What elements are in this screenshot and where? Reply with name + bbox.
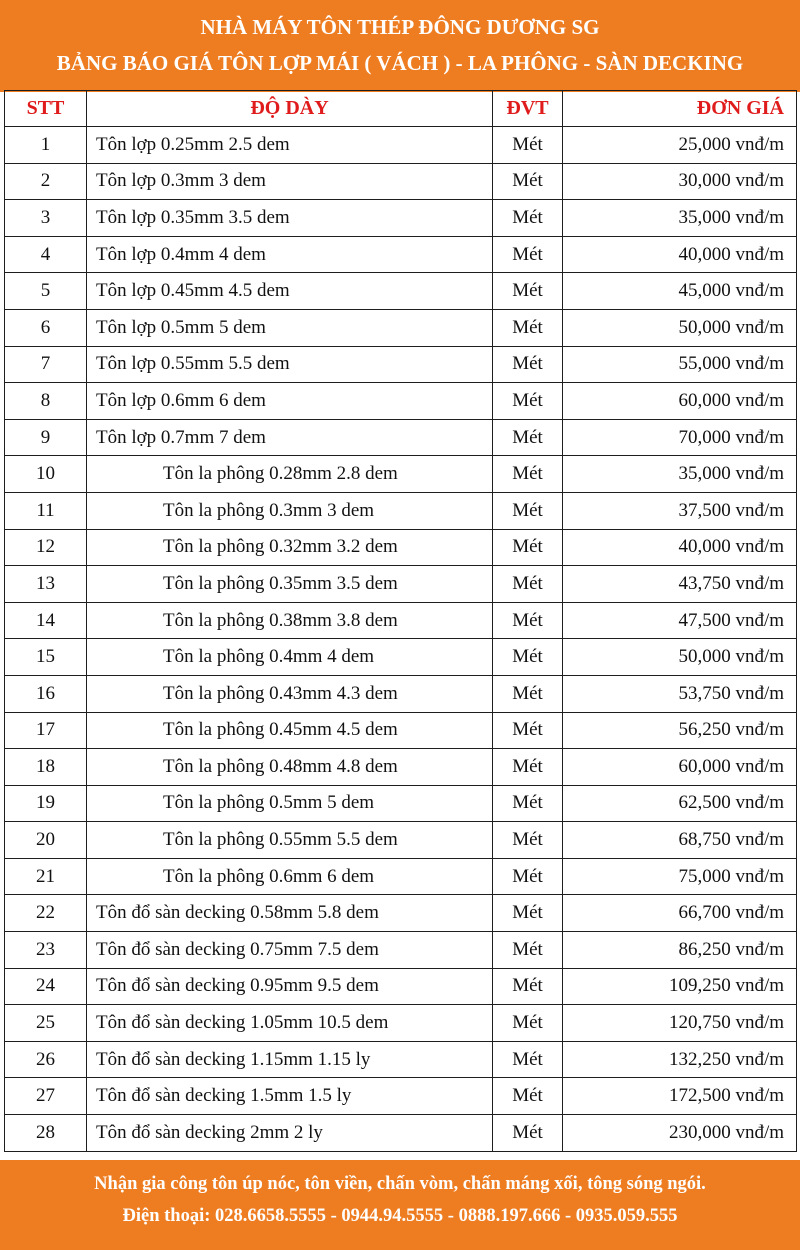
- row-stt: 12: [5, 529, 87, 566]
- row-stt: 9: [5, 419, 87, 456]
- row-price: 35,000 vnđ/m: [563, 456, 797, 493]
- table-row: [5, 127, 797, 164]
- row-price: 230,000 vnđ/m: [563, 1115, 797, 1152]
- row-price: 62,500 vnđ/m: [563, 785, 797, 822]
- row-stt: 13: [5, 566, 87, 603]
- row-price: 60,000 vnđ/m: [563, 383, 797, 420]
- row-stt: 8: [5, 383, 87, 420]
- row-stt: 17: [5, 712, 87, 749]
- table-row: [5, 822, 797, 859]
- row-price: 37,500 vnđ/m: [563, 492, 797, 529]
- table-row: [5, 1078, 797, 1115]
- table-body: [5, 127, 797, 1152]
- row-product-name: Tôn la phông 0.6mm 6 dem: [87, 858, 493, 895]
- row-product-name: Tôn la phông 0.55mm 5.5 dem: [87, 822, 493, 859]
- table-row: [5, 529, 797, 566]
- row-stt: 11: [5, 492, 87, 529]
- row-unit: Mét: [493, 1078, 563, 1115]
- row-product-name: Tôn đổ sàn decking 1.5mm 1.5 ly: [87, 1078, 493, 1115]
- row-unit: Mét: [493, 895, 563, 932]
- row-product-name: Tôn la phông 0.35mm 3.5 dem: [87, 566, 493, 603]
- row-unit: Mét: [493, 492, 563, 529]
- row-unit: Mét: [493, 1041, 563, 1078]
- row-product-name: Tôn la phông 0.48mm 4.8 dem: [87, 749, 493, 786]
- header-band: [0, 0, 800, 92]
- row-stt: 24: [5, 968, 87, 1005]
- table-row: [5, 309, 797, 346]
- table-row: [5, 895, 797, 932]
- row-stt: 25: [5, 1005, 87, 1042]
- row-unit: Mét: [493, 309, 563, 346]
- row-unit: Mét: [493, 200, 563, 237]
- sheet-title: BẢNG BÁO GIÁ TÔN LỢP MÁI ( VÁCH ) - LA PHÔNG - SÀN DECKING: [56, 51, 744, 75]
- row-price: 75,000 vnđ/m: [563, 858, 797, 895]
- row-unit: Mét: [493, 785, 563, 822]
- table-row: [5, 419, 797, 456]
- row-unit: Mét: [493, 419, 563, 456]
- table-row: [5, 200, 797, 237]
- row-stt: 14: [5, 602, 87, 639]
- row-unit: Mét: [493, 273, 563, 310]
- row-product-name: Tôn la phông 0.28mm 2.8 dem: [87, 456, 493, 493]
- table-row: [5, 1041, 797, 1078]
- row-product-name: Tôn la phông 0.3mm 3 dem: [87, 492, 493, 529]
- row-stt: 23: [5, 932, 87, 969]
- row-stt: 18: [5, 749, 87, 786]
- row-stt: 7: [5, 346, 87, 383]
- row-product-name: Tôn đổ sàn decking 0.58mm 5.8 dem: [87, 895, 493, 932]
- row-price: 68,750 vnđ/m: [563, 822, 797, 859]
- row-price: 45,000 vnđ/m: [563, 273, 797, 310]
- phone-numbers: Điện thoại: 028.6658.5555 - 0944.94.5555 - 0888.197.666 - 0935.059.555: [122, 1206, 678, 1226]
- row-product-name: Tôn la phông 0.4mm 4 dem: [87, 639, 493, 676]
- table-row: [5, 566, 797, 603]
- row-stt: 15: [5, 639, 87, 676]
- row-unit: Mét: [493, 383, 563, 420]
- row-price: 50,000 vnđ/m: [563, 309, 797, 346]
- row-unit: Mét: [493, 236, 563, 273]
- table-row: [5, 1115, 797, 1152]
- table-row: [5, 1005, 797, 1042]
- row-product-name: Tôn đổ sàn decking 2mm 2 ly: [87, 1115, 493, 1152]
- row-product-name: Tôn đổ sàn decking 1.05mm 10.5 dem: [87, 1005, 493, 1042]
- row-price: 40,000 vnđ/m: [563, 236, 797, 273]
- row-unit: Mét: [493, 712, 563, 749]
- row-price: 55,000 vnđ/m: [563, 346, 797, 383]
- row-product-name: Tôn la phông 0.38mm 3.8 dem: [87, 602, 493, 639]
- row-unit: Mét: [493, 127, 563, 164]
- table-row: [5, 383, 797, 420]
- row-product-name: Tôn la phông 0.45mm 4.5 dem: [87, 712, 493, 749]
- footer-band: [0, 1160, 800, 1250]
- row-stt: 3: [5, 200, 87, 237]
- row-product-name: Tôn lợp 0.4mm 4 dem: [87, 236, 493, 273]
- row-stt: 16: [5, 675, 87, 712]
- company-name: NHÀ MÁY TÔN THÉP ĐÔNG DƯƠNG SG: [200, 15, 600, 39]
- row-price: 66,700 vnđ/m: [563, 895, 797, 932]
- services-note: Nhận gia công tôn úp nóc, tôn viền, chấn vòm, chấn máng xối, tông sóng ngói.: [94, 1174, 706, 1194]
- row-stt: 28: [5, 1115, 87, 1152]
- table-row: [5, 346, 797, 383]
- row-stt: 4: [5, 236, 87, 273]
- table-row: [5, 639, 797, 676]
- row-stt: 20: [5, 822, 87, 859]
- row-stt: 27: [5, 1078, 87, 1115]
- row-product-name: Tôn lợp 0.3mm 3 dem: [87, 163, 493, 200]
- row-product-name: Tôn la phông 0.43mm 4.3 dem: [87, 675, 493, 712]
- row-product-name: Tôn đổ sàn decking 0.75mm 7.5 dem: [87, 932, 493, 969]
- row-product-name: Tôn đổ sàn decking 0.95mm 9.5 dem: [87, 968, 493, 1005]
- table-row: [5, 932, 797, 969]
- row-price: 35,000 vnđ/m: [563, 200, 797, 237]
- table-row: [5, 163, 797, 200]
- column-header-price: ĐƠN GIÁ: [563, 91, 797, 127]
- row-price: 70,000 vnđ/m: [563, 419, 797, 456]
- row-price: 25,000 vnđ/m: [563, 127, 797, 164]
- table-row: [5, 602, 797, 639]
- row-price: 50,000 vnđ/m: [563, 639, 797, 676]
- table-row: [5, 749, 797, 786]
- row-unit: Mét: [493, 639, 563, 676]
- row-unit: Mét: [493, 1005, 563, 1042]
- row-stt: 10: [5, 456, 87, 493]
- row-unit: Mét: [493, 675, 563, 712]
- row-price: 172,500 vnđ/m: [563, 1078, 797, 1115]
- table-row: [5, 273, 797, 310]
- row-price: 109,250 vnđ/m: [563, 968, 797, 1005]
- row-price: 132,250 vnđ/m: [563, 1041, 797, 1078]
- row-stt: 26: [5, 1041, 87, 1078]
- row-price: 30,000 vnđ/m: [563, 163, 797, 200]
- row-price: 53,750 vnđ/m: [563, 675, 797, 712]
- row-stt: 1: [5, 127, 87, 164]
- row-product-name: Tôn lợp 0.5mm 5 dem: [87, 309, 493, 346]
- table-row: [5, 785, 797, 822]
- table-row: [5, 456, 797, 493]
- row-stt: 5: [5, 273, 87, 310]
- row-unit: Mét: [493, 602, 563, 639]
- row-product-name: Tôn lợp 0.6mm 6 dem: [87, 383, 493, 420]
- row-price: 40,000 vnđ/m: [563, 529, 797, 566]
- row-stt: 19: [5, 785, 87, 822]
- table-row: [5, 492, 797, 529]
- row-product-name: Tôn lợp 0.7mm 7 dem: [87, 419, 493, 456]
- row-unit: Mét: [493, 566, 563, 603]
- row-price: 60,000 vnđ/m: [563, 749, 797, 786]
- row-unit: Mét: [493, 932, 563, 969]
- row-unit: Mét: [493, 346, 563, 383]
- row-unit: Mét: [493, 822, 563, 859]
- table-row: [5, 675, 797, 712]
- row-price: 47,500 vnđ/m: [563, 602, 797, 639]
- row-stt: 21: [5, 858, 87, 895]
- row-price: 86,250 vnđ/m: [563, 932, 797, 969]
- row-unit: Mét: [493, 749, 563, 786]
- row-product-name: Tôn lợp 0.55mm 5.5 dem: [87, 346, 493, 383]
- row-stt: 22: [5, 895, 87, 932]
- table-row: [5, 968, 797, 1005]
- row-price: 56,250 vnđ/m: [563, 712, 797, 749]
- table-row: [5, 236, 797, 273]
- table-row: [5, 712, 797, 749]
- column-header-unit: ĐVT: [493, 91, 563, 127]
- row-price: 120,750 vnđ/m: [563, 1005, 797, 1042]
- row-unit: Mét: [493, 1115, 563, 1152]
- row-stt: 2: [5, 163, 87, 200]
- row-unit: Mét: [493, 163, 563, 200]
- table-row: [5, 858, 797, 895]
- row-unit: Mét: [493, 456, 563, 493]
- row-product-name: Tôn la phông 0.32mm 3.2 dem: [87, 529, 493, 566]
- row-product-name: Tôn la phông 0.5mm 5 dem: [87, 785, 493, 822]
- row-stt: 6: [5, 309, 87, 346]
- column-header-thickness: ĐỘ DÀY: [87, 91, 493, 127]
- column-header-stt: STT: [5, 91, 87, 127]
- row-product-name: Tôn đổ sàn decking 1.15mm 1.15 ly: [87, 1041, 493, 1078]
- row-unit: Mét: [493, 529, 563, 566]
- price-table: [4, 90, 797, 1152]
- row-unit: Mét: [493, 858, 563, 895]
- row-price: 43,750 vnđ/m: [563, 566, 797, 603]
- row-product-name: Tôn lợp 0.45mm 4.5 dem: [87, 273, 493, 310]
- table-header-row: [5, 91, 797, 127]
- row-product-name: Tôn lợp 0.35mm 3.5 dem: [87, 200, 493, 237]
- row-unit: Mét: [493, 968, 563, 1005]
- row-product-name: Tôn lợp 0.25mm 2.5 dem: [87, 127, 493, 164]
